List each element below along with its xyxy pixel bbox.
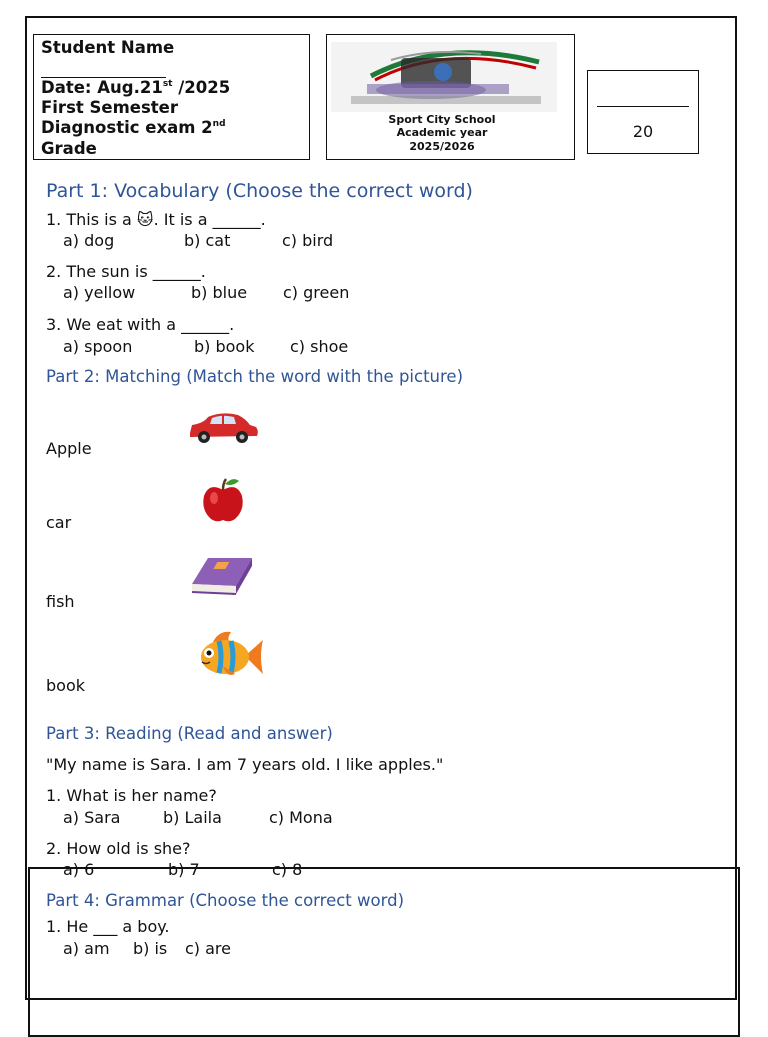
car-picture[interactable] xyxy=(186,409,260,445)
date-year: /2025 xyxy=(172,78,231,97)
question-1-prefix: 1. This is a xyxy=(46,210,137,229)
total-score: 20 xyxy=(632,122,654,141)
option-b[interactable]: b) Laila xyxy=(163,808,222,827)
option-c[interactable]: c) bird xyxy=(282,231,334,250)
option-a[interactable]: a) Sara xyxy=(63,808,121,827)
school-logo xyxy=(331,40,557,112)
part1-question-2-options xyxy=(63,283,349,302)
option-c[interactable]: c) are xyxy=(185,939,231,958)
score-blank-line xyxy=(597,106,689,107)
question-1-suffix: . It is a ______. xyxy=(153,210,266,229)
part1-question-1 xyxy=(46,210,266,229)
match-word-car: car xyxy=(46,513,72,532)
fish-picture[interactable] xyxy=(197,628,265,686)
part1-question-3-options xyxy=(63,337,348,356)
match-word-apple: Apple xyxy=(46,439,92,458)
part1-question-1-options xyxy=(63,231,333,250)
part2-heading: Part 2: Matching (Match the word with the picture) xyxy=(46,367,464,386)
part1-question-3: 3. We eat with a ______. xyxy=(46,315,235,334)
part3-question-1: 1. What is her name? xyxy=(46,786,217,805)
match-word-fish: fish xyxy=(46,592,75,611)
option-a[interactable]: a) 6 xyxy=(63,860,95,879)
part3-question-2: 2. How old is she? xyxy=(46,839,191,858)
school-name: Sport City School xyxy=(388,113,496,126)
option-c[interactable]: c) green xyxy=(283,283,350,302)
part3-heading: Part 3: Reading (Read and answer) xyxy=(46,724,333,743)
grade-label: Grade xyxy=(41,139,97,158)
score-box xyxy=(587,70,699,154)
date-line xyxy=(41,78,230,99)
part4-question-1-options xyxy=(63,939,231,958)
date-superscript: st xyxy=(162,79,173,89)
apple-picture[interactable] xyxy=(199,476,247,524)
academic-year: 2025/2026 xyxy=(409,140,475,153)
part4-heading: Part 4: Grammar (Choose the correct word) xyxy=(46,891,405,910)
option-b[interactable]: b) book xyxy=(194,337,255,356)
option-c[interactable]: c) Mona xyxy=(269,808,333,827)
exam-title-superscript: nd xyxy=(212,119,226,129)
cat-emoji-icon: 🐱 xyxy=(136,210,154,229)
part1-question-2: 2. The sun is ______. xyxy=(46,262,206,281)
exam-title-text: Diagnostic exam 2 xyxy=(41,118,213,137)
option-b[interactable]: b) is xyxy=(133,939,168,958)
part3-question-2-options xyxy=(63,860,302,879)
option-c[interactable]: c) 8 xyxy=(272,860,303,879)
option-a[interactable]: a) yellow xyxy=(63,283,136,302)
part4-question-1: 1. He ___ a boy. xyxy=(46,917,170,936)
option-c[interactable]: c) shoe xyxy=(290,337,349,356)
option-a[interactable]: a) am xyxy=(63,939,110,958)
option-a[interactable]: a) spoon xyxy=(63,337,133,356)
part1-heading: Part 1: Vocabulary (Choose the correct word) xyxy=(46,180,473,202)
date-label: Date: Aug.21 xyxy=(41,78,163,97)
student-name-label: Student Name xyxy=(41,38,175,57)
book-picture[interactable] xyxy=(188,554,256,600)
option-b[interactable]: b) blue xyxy=(191,283,248,302)
academic-year-label: Academic year xyxy=(396,126,488,139)
option-b[interactable]: b) 7 xyxy=(168,860,200,879)
exam-title xyxy=(41,118,226,139)
option-b[interactable]: b) cat xyxy=(184,231,231,250)
semester-text: First Semester xyxy=(41,98,179,117)
part3-question-1-options xyxy=(63,808,333,827)
reading-passage: "My name is Sara. I am 7 years old. I like apples." xyxy=(46,755,444,774)
match-word-book: book xyxy=(46,676,85,695)
option-a[interactable]: a) dog xyxy=(63,231,115,250)
